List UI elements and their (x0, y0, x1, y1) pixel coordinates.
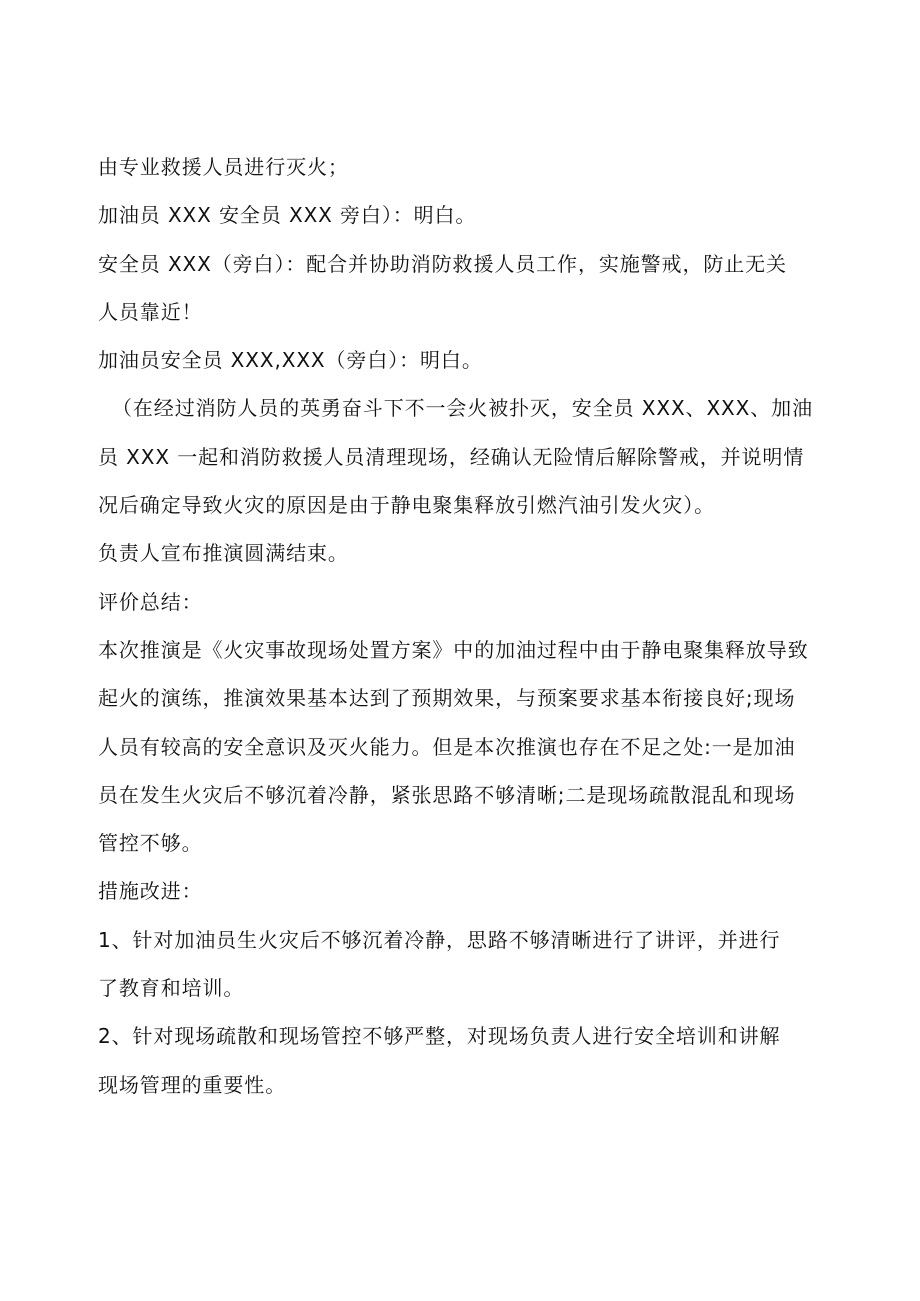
text-line-2: 加油员 XXX 安全员 XXX 旁白）：明白。 (98, 203, 477, 228)
section-heading-evaluation: 评价总结： (98, 589, 203, 614)
text-line-4: 人员靠近！ (98, 299, 203, 324)
text-line-6: （在经过消防人员的英勇奋斗下不一会火被扑灭，安全员 XXX、XXX、加油 (112, 396, 813, 421)
document-body (98, 143, 824, 1109)
text-line-11: 本次推演是《火灾事故现场处置方案》中的加油过程中由于静电聚集释放导致 (98, 637, 809, 662)
list-item-1-line-1: 1、针对加油员生火灾后不够沉着冷静，思路不够清晰进行了讲评，并进行 (98, 927, 781, 952)
text-line-5: 加油员安全员 XXX,XXX（旁白）：明白。 (98, 348, 483, 373)
text-line-14: 员在发生火灾后不够沉着冷静，紧张思路不够清晰;二是现场疏散混乱和现场 (98, 782, 796, 807)
text-line-3: 安全员 XXX（旁白）：配合并协助消防救援人员工作，实施警戒，防止无关 (98, 251, 787, 276)
text-line-8: 况后确定导致火灾的原因是由于静电聚集释放引燃汽油引发火灾）。 (98, 493, 715, 518)
list-item-1-line-2: 了教育和培训。 (98, 976, 245, 1001)
text-line-1: 由专业救援人员进行灭火； (98, 155, 349, 179)
text-line-13: 人员有较高的安全意识及灭火能力。但是本次推演也存在不足之处:一是加油 (98, 734, 796, 759)
text-line-7: 员 XXX 一起和消防救援人员清理现场，经确认无险情后解除警戒，并说明情 (98, 444, 805, 469)
text-line-9: 负责人宣布推演圆满结束。 (98, 541, 349, 566)
text-line-12: 起火的演练，推演效果基本达到了预期效果，与预案要求基本衔接良好;现场 (98, 686, 796, 711)
text-line-15: 管控不够。 (98, 831, 203, 856)
section-heading-improvements: 措施改进： (98, 879, 203, 904)
list-item-2-line-2: 现场管理的重要性。 (98, 1072, 287, 1097)
list-item-2-line-1: 2、针对现场疏散和现场管控不够严整，对现场负责人进行安全培训和讲解 (98, 1024, 781, 1049)
